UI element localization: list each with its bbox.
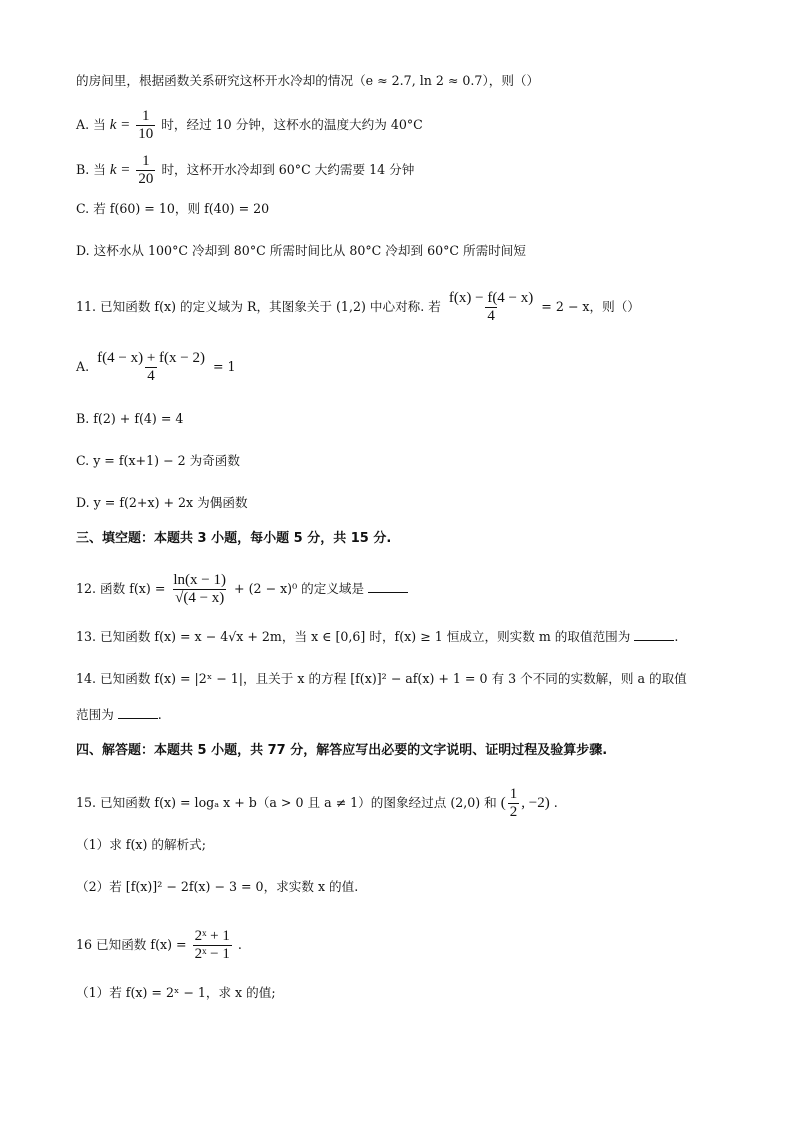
answer-blank[interactable] bbox=[368, 580, 408, 593]
fraction bbox=[447, 290, 535, 325]
fraction-denominator: 4 bbox=[147, 368, 155, 384]
fraction-denominator: 2 bbox=[509, 804, 518, 820]
question-text: 15. 已知函数 f(x) = logₐ x + b（a > 0 且 a ≠ 1）的图象经过点 (2,0) 和 bbox=[76, 795, 497, 810]
q14-line bbox=[76, 670, 734, 688]
q15-part-2 bbox=[76, 878, 734, 896]
q13-line bbox=[76, 628, 734, 646]
option-text: 时，这杯开水冷却到 60°C 大约需要 14 分钟 bbox=[161, 162, 415, 177]
question-text: 11. 已知函数 f(x) 的定义域为 R，其图象关于 (1,2) 中心对称. 若 bbox=[76, 299, 441, 314]
math-lhs: k = bbox=[109, 117, 131, 133]
q12-line bbox=[76, 572, 734, 607]
option-label: A. bbox=[76, 359, 90, 374]
question-text-end: + (2 − x)⁰ 的定义域是 bbox=[234, 581, 365, 596]
q16-part-1 bbox=[76, 984, 734, 1002]
fraction bbox=[171, 572, 228, 607]
option-text: C. y = f(x+1) − 2 为奇函数 bbox=[76, 453, 240, 468]
fraction bbox=[95, 350, 207, 385]
fraction bbox=[193, 928, 232, 963]
q11-option-c bbox=[76, 452, 734, 470]
q15-stem bbox=[76, 786, 734, 821]
fraction-numerator: f(4 − x) + f(x − 2) bbox=[97, 350, 205, 366]
option-text: C. 若 f(60) = 10，则 f(40) = 20 bbox=[76, 201, 270, 216]
fraction-denominator: √(4 − x) bbox=[175, 590, 225, 606]
option-text: = 1 bbox=[213, 359, 236, 374]
end-mark: . bbox=[674, 629, 679, 644]
intro-text: 的房间里，根据函数关系研究这杯开水冷却的情况（e ≈ 2.7, ln 2 ≈ 0.7），则（） bbox=[76, 73, 540, 88]
option-text: D. 这杯水从 100°C 冷却到 80°C 所需时间比从 80°C 冷却到 60°C 所需时间短 bbox=[76, 243, 526, 258]
question-text-end: . bbox=[237, 937, 242, 952]
fraction bbox=[508, 786, 520, 821]
option-label: B. 当 bbox=[76, 162, 106, 177]
question-text: 13. 已知函数 f(x) = x − 4√x + 2m，当 x ∈ [0,6] 时，f(x) ≥ 1 恒成立，则实数 m 的取值范围为 bbox=[76, 629, 631, 644]
question-text-end: = 2 − x，则（） bbox=[541, 299, 640, 314]
fraction-denominator: 2ˣ − 1 bbox=[194, 946, 230, 962]
q11-option-b bbox=[76, 410, 734, 428]
q10-option-b bbox=[76, 153, 734, 188]
question-text: 12. 函数 f(x) = bbox=[76, 581, 166, 596]
question-text: 16 已知函数 f(x) = bbox=[76, 937, 187, 952]
q11-option-d bbox=[76, 494, 734, 512]
close-paren: ) bbox=[544, 795, 550, 811]
fraction-numerator: 2ˣ + 1 bbox=[194, 928, 230, 944]
q10-option-d bbox=[76, 242, 734, 260]
end-mark: . bbox=[157, 707, 162, 722]
option-text: D. y = f(2+x) + 2x 为偶函数 bbox=[76, 495, 248, 510]
fraction-denominator: 4 bbox=[487, 308, 495, 324]
fraction-numerator: 1 bbox=[142, 108, 150, 124]
fraction-denominator: 20 bbox=[138, 171, 154, 187]
answer-blank[interactable] bbox=[634, 628, 674, 641]
question-text: 范围为 bbox=[76, 707, 114, 722]
section-title: 四、解答题：本题共 5 小题，共 77 分，解答应写出必要的文字说明、证明过程及验算步骤. bbox=[76, 743, 608, 758]
fraction-numerator: f(x) − f(4 − x) bbox=[448, 290, 534, 306]
option-text: B. f(2) + f(4) = 4 bbox=[76, 411, 184, 426]
q14-continuation bbox=[76, 706, 734, 724]
section-4-heading bbox=[76, 742, 734, 760]
answer-blank[interactable] bbox=[118, 706, 158, 719]
fraction bbox=[136, 153, 155, 188]
question-text-end: . bbox=[553, 795, 558, 810]
open-paren: ( bbox=[500, 795, 506, 811]
option-label: A. 当 bbox=[76, 117, 106, 132]
q11-option-a bbox=[76, 350, 734, 385]
option-text: 时，经过 10 分钟，这杯水的温度大约为 40°C bbox=[161, 117, 423, 132]
fraction-denominator: 10 bbox=[138, 126, 154, 142]
sub-question: （1）若 f(x) = 2ˣ − 1，求 x 的值; bbox=[76, 985, 276, 1000]
q16-stem bbox=[76, 928, 734, 963]
fraction bbox=[136, 108, 155, 143]
section-title: 三、填空题：本题共 3 小题，每小题 5 分，共 15 分. bbox=[76, 531, 392, 546]
section-3-heading bbox=[76, 530, 734, 548]
q11-stem bbox=[76, 290, 734, 325]
fraction-numerator: 1 bbox=[142, 153, 150, 169]
intro-line bbox=[76, 72, 734, 90]
sub-question: （2）若 [f(x)]² − 2f(x) − 3 = 0，求实数 x 的值. bbox=[76, 879, 359, 894]
sub-question: （1）求 f(x) 的解析式; bbox=[76, 837, 207, 852]
q15-part-1 bbox=[76, 836, 734, 854]
fraction-numerator: ln(x − 1) bbox=[173, 572, 227, 588]
math-lhs: k = bbox=[109, 162, 131, 178]
question-text: 14. 已知函数 f(x) = |2ˣ − 1|，且关于 x 的方程 [f(x)]² − af(x) + 1 = 0 有 3 个不同的实数解，则 a 的取值 bbox=[76, 671, 687, 686]
fraction-numerator: 1 bbox=[509, 786, 518, 802]
q10-option-a bbox=[76, 108, 734, 143]
point-tail: , −2 bbox=[521, 795, 545, 811]
q10-option-c bbox=[76, 200, 734, 218]
